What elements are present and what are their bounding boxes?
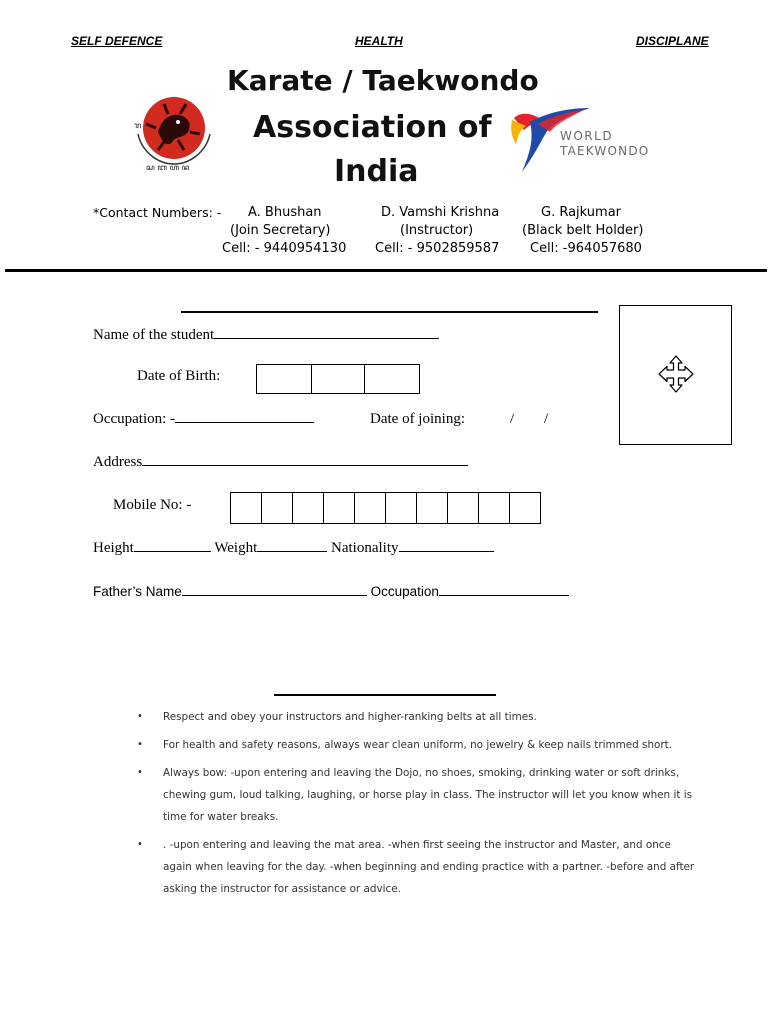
rule-text: Respect and obey your instructors and higher-ranking belts at all times. xyxy=(163,711,537,723)
mobile-digit-box[interactable] xyxy=(324,493,355,523)
nationality-blank[interactable] xyxy=(399,551,494,552)
mobile-digit-box[interactable] xyxy=(479,493,510,523)
contact-3-name: G. Rajkumar xyxy=(541,205,622,220)
joining-date-label: Date of joining: xyxy=(370,411,465,427)
height-weight-nationality-row[interactable] xyxy=(93,540,494,557)
mobile-digit-box[interactable] xyxy=(293,493,324,523)
dob-label: Date of Birth: xyxy=(137,368,221,384)
title-line-3: India xyxy=(334,154,419,189)
rules-heading-line xyxy=(274,694,496,696)
contact-numbers-label: *Contact Numbers: - xyxy=(93,205,222,220)
height-blank[interactable] xyxy=(134,551,211,552)
occupation-blank[interactable] xyxy=(175,422,314,423)
address-blank[interactable] xyxy=(142,465,468,466)
student-name-blank[interactable] xyxy=(214,338,439,339)
father-name-blank[interactable] xyxy=(182,595,367,596)
weight-label: Weight xyxy=(214,540,258,556)
father-name-label: Father’s Name xyxy=(93,584,182,599)
move-arrows-icon xyxy=(654,354,698,399)
world-taekwondo-logo xyxy=(508,104,668,176)
contact-2-cell: Cell: - 9502859587 xyxy=(375,241,500,256)
dob-day-box[interactable] xyxy=(257,365,312,393)
karate-emblem-logo xyxy=(128,88,220,176)
self-defence-link: SELF DEFENCE xyxy=(71,34,163,48)
mobile-digit-box[interactable] xyxy=(386,493,417,523)
occupation-field[interactable] xyxy=(93,411,314,428)
rules-list xyxy=(137,706,697,906)
mobile-digit-box[interactable] xyxy=(417,493,448,523)
rule-text: For health and safety reasons, always wear clean uniform, no jewelry & keep nails trimmed short. xyxy=(163,739,673,751)
father-occupation-blank[interactable] xyxy=(439,595,569,596)
bullet-icon: • xyxy=(137,839,143,850)
mobile-digit-box[interactable] xyxy=(231,493,262,523)
bullet-icon: • xyxy=(137,711,143,722)
mobile-digit-box[interactable] xyxy=(262,493,293,523)
health-link: HEALTH xyxy=(355,34,403,48)
contact-2-role: (Instructor) xyxy=(400,223,474,238)
svg-text:ꦫ: ꦫ xyxy=(134,121,142,130)
mobile-digit-box[interactable] xyxy=(510,493,540,523)
title-line-2: Association of xyxy=(253,110,492,145)
father-occupation-label: Occupation xyxy=(370,584,439,599)
contact-3-cell: Cell: -964057680 xyxy=(530,241,642,256)
photo-box[interactable] xyxy=(619,305,732,445)
occupation-label: Occupation: - xyxy=(93,411,176,427)
joining-date-sep-1: / xyxy=(510,411,515,427)
contact-1-role: (Join Secretary) xyxy=(230,223,331,238)
bullet-icon: • xyxy=(137,739,143,750)
nationality-label: Nationality xyxy=(331,540,399,556)
bullet-icon: • xyxy=(137,767,143,778)
dob-year-box[interactable] xyxy=(365,365,419,393)
rule-item xyxy=(137,734,697,756)
contact-1-name: A. Bhushan xyxy=(248,205,322,220)
rule-item xyxy=(137,706,697,728)
dob-boxes[interactable] xyxy=(256,364,420,394)
mobile-boxes[interactable] xyxy=(230,492,541,524)
contact-2-name: D. Vamshi Krishna xyxy=(381,205,500,220)
weight-blank[interactable] xyxy=(257,551,327,552)
dob-month-box[interactable] xyxy=(312,365,365,393)
student-name-field[interactable] xyxy=(93,327,439,344)
svg-text:ꦱ ꦧ ꦲ ꦤ: ꦱ ꦧ ꦲ ꦤ xyxy=(146,163,190,172)
address-field[interactable] xyxy=(93,454,468,471)
mobile-digit-box[interactable] xyxy=(355,493,386,523)
logo-taekwondo-text: TAEKWONDO xyxy=(560,144,650,158)
header-divider xyxy=(5,269,767,272)
form-heading-line xyxy=(181,311,598,313)
contact-3-role: (Black belt Holder) xyxy=(522,223,644,238)
height-label: Height xyxy=(93,540,134,556)
rule-text: Always bow: -upon entering and leaving the Dojo, no shoes, smoking, drinking water or soft drinks, chewing gum, loud talking, laughing, or horse play in class. The instructor will let you know when it is time for water breaks. xyxy=(163,767,693,823)
mobile-label: Mobile No: - xyxy=(113,497,192,513)
title-line-1: Karate / Taekwondo xyxy=(227,64,539,97)
mobile-digit-box[interactable] xyxy=(448,493,479,523)
rule-item xyxy=(137,834,697,900)
logo-world-text: WORLD xyxy=(560,129,614,143)
student-name-label: Name of the student xyxy=(93,327,215,343)
address-label: Address xyxy=(93,454,143,470)
rule-text: . -upon entering and leaving the mat area. -when first seeing the instructor and Master, and once again when leaving for the day. -when beginning and ending practice with a partner. -before and after asking the instructor for assistance or advice. xyxy=(163,839,695,895)
contact-1-cell: Cell: - 9440954130 xyxy=(222,241,347,256)
joining-date-sep-2: / xyxy=(544,411,549,427)
father-row[interactable] xyxy=(93,584,569,599)
rule-item xyxy=(137,762,697,828)
discipline-link: DISCIPLANE xyxy=(636,34,709,48)
